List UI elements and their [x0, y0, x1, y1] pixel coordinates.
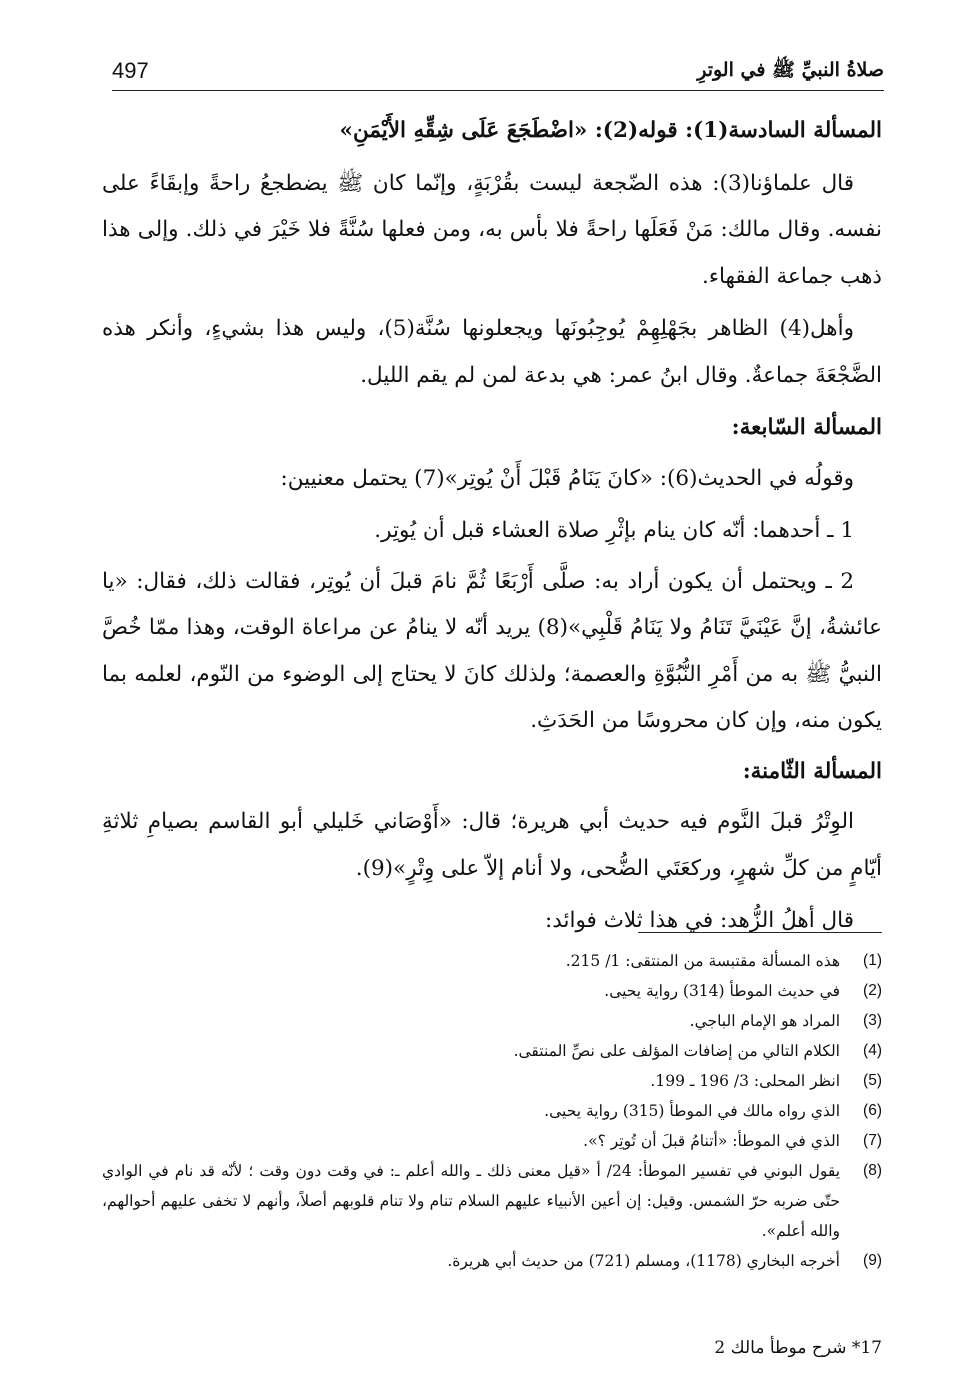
hadith-quote: : «اضْطَجَعَ عَلَى شِقِّهِ الأَيْمَنِ»	[339, 118, 603, 143]
footnote-text: أخرجه البخاري (1178)، ومسلم (721) من حديث أبي هريرة.	[447, 1252, 840, 1270]
footnote	[102, 1156, 882, 1246]
running-header	[112, 56, 884, 96]
footnote-ref: (1)	[693, 118, 729, 143]
footnote-number: (4)	[863, 1042, 882, 1059]
question-6-heading: المسألة السادسة	[728, 118, 882, 143]
footnote-number: (5)	[863, 1072, 882, 1089]
footnote-text: المراد هو الإمام الباجي.	[689, 1012, 840, 1030]
footnote-ref: (2)	[602, 118, 639, 143]
footnote	[102, 1096, 882, 1126]
paragraph: وأهل(4) الظاهر بجَهْلِهِمْ يُوجِبُونَها ويجعلونها سُنَّة(5)، وليس هذا بشيءٍ، وأنكر هذه الضَّجْعَةَ جماعةٌ. وقال ابنُ عمر: هي بدعة لمن لم يقم الليل.	[102, 316, 882, 388]
footnote	[102, 976, 882, 1006]
footnote-number: (1)	[863, 952, 882, 969]
footnote-text: يقول البوني في تفسير الموطأ: 24/ أ «قيل معنى ذلك ـ والله أعلم ـ: في وقت دون وقت ؛ لأنّه قد نام في الوادي حتّى ضربه حرّ الشمس. وقيل: إن أعين الأنبياء عليهم السلام تنام ولا تنام قلوبهم أصلاً، وأنهم لا تخفى عليهم أحوالهم، والله أعلم».	[102, 1162, 841, 1240]
footnote	[102, 1246, 882, 1276]
footnote-number: (2)	[863, 982, 882, 999]
footnote	[102, 1006, 882, 1036]
footnote-text: انظر المحلى: 3/ 196 ـ 199.	[650, 1072, 840, 1090]
main-text	[102, 108, 882, 951]
question-6-intro: : قوله	[638, 118, 694, 143]
footnote-text: الذي رواه مالك في الموطأ (315) رواية يحيى.	[544, 1102, 840, 1120]
footnote	[102, 1066, 882, 1096]
page-number: 497	[112, 58, 149, 83]
footnote-number: (9)	[863, 1252, 882, 1269]
footnote	[102, 1126, 882, 1156]
footnote-number: (7)	[863, 1132, 882, 1149]
footnote-text: الكلام التالي من إضافات المؤلف على نصِّ المنتقى.	[513, 1042, 840, 1060]
footnote-number: (8)	[863, 1162, 882, 1179]
footnote-text: هذه المسألة مقتبسة من المنتقى: 1/ 215.	[565, 952, 840, 970]
footnotes	[102, 946, 882, 1276]
footnote-number: (3)	[863, 1012, 882, 1029]
question-6-line	[102, 108, 882, 155]
question-7-heading: المسألة السّابعة:	[731, 415, 882, 440]
footnote-number: (6)	[863, 1102, 882, 1119]
footnote	[102, 946, 882, 976]
page-signature: 17* شرح موطأ مالك 2	[714, 1338, 882, 1358]
header-rule	[112, 90, 884, 91]
running-title: صلاةُ النبيِّ ﷺ في الوترِ	[697, 59, 884, 81]
footnote-text: الذي في الموطأ: «أتنامُ قبلَ أن تُوتِر ؟».	[583, 1132, 840, 1150]
paragraph: الوِتْرُ قبلَ النَّوم فيه حديث أبي هريرة؛ قال: «أَوْصَاني خَليلي أبو القاسم بصيامِ ثلاثةِ أيّامٍ من كلِّ شهرٍ، وركعَتَي الضُّحى، ولا أنام إلاّ على وِتْرٍ»(9).	[102, 809, 882, 881]
meaning-1: 1 ـ أحدهما: أنّه كان ينام بإثْرِ صلاة العشاء قبل أن يُوتِر.	[374, 518, 854, 543]
footnote-text: في حديث الموطأ (314) رواية يحيى.	[604, 982, 840, 1000]
footnote-separator	[638, 932, 882, 933]
paragraph: وقولُه في الحديث(6): «كانَ يَنَامُ قَبْلَ أَنْ يُوتِر»(7) يحتمل معنيين:	[280, 465, 854, 491]
paragraph: قال علماؤنا(3): هذه الضّجعة ليست بقُرْبَةٍ، وإنّما كان ﷺ يضطجعُ راحةً وإبقَاءً على نفسه. وقال مالك: مَنْ فَعَلَها راحةً فلا بأس به، ومن فعلها سُنَّةً فلا خَيْرَ في ذلك. وإلى هذا ذهب جماعة الفقهاء.	[102, 170, 882, 289]
question-8-heading: المسألة الثّامنة:	[742, 758, 882, 784]
footnote	[102, 1036, 882, 1066]
meaning-2: 2 ـ ويحتمل أن يكون أراد به: صلَّى أَرْبَعًا ثُمَّ نامَ قبلَ أن يُوتِر، فقالت ذلك، فقال: «يا عائشةُ، إنَّ عَيْنَيَّ تَنَامُ ولا يَنَامُ قَلْبِي»(8) يريد أنّه لا ينامُ عن مراعاة الوقت، وهذا ممّا خُصَّ النبيُّ ﷺ به من أَمْرِ النُّبُوَّةِ والعصمة؛ ولذلك كانَ لا يحتاج إلى الوضوء من النّوم، لعلمه بما يكون منه، وإن كان محروسًا من الحَدَثِ.	[102, 568, 882, 733]
paragraph: قال أهلُ الزُّهد: في هذا ثلاث فوائد:	[544, 908, 854, 933]
